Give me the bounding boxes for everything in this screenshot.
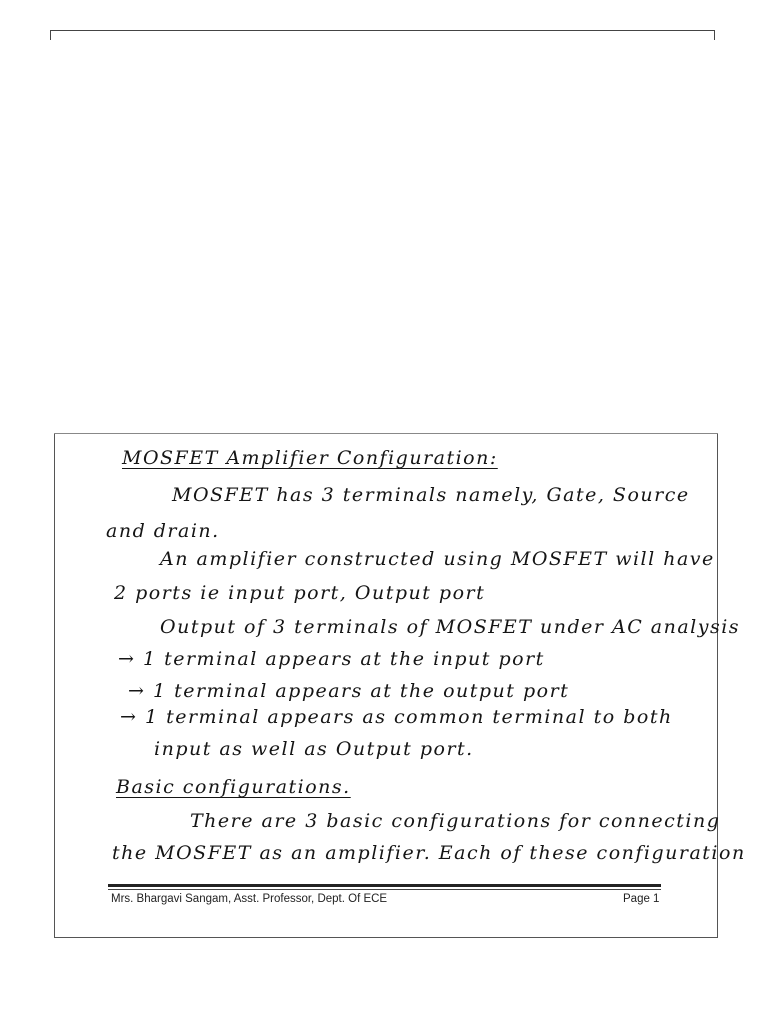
- notes-bullet: → 1 terminal appears as common terminal to both: [120, 706, 673, 728]
- notes-line: Output of 3 terminals of MOSFET under AC analysis: [160, 616, 741, 638]
- notes-line: 2 ports ie input port, Output port: [114, 582, 486, 604]
- notes-line: There are 3 basic configurations for connecting: [190, 810, 721, 832]
- top-border-right-tick: [714, 30, 715, 40]
- notes-heading: MOSFET Amplifier Configuration:: [122, 447, 498, 469]
- footer-page-number: Page 1: [623, 893, 660, 905]
- notes-bullet: → 1 terminal appears at the output port: [128, 680, 570, 702]
- notes-line: and drain.: [106, 520, 220, 542]
- footer-rule-thin: [108, 889, 661, 890]
- notes-line: input as well as Output port.: [154, 738, 474, 760]
- notes-line: the MOSFET as an amplifier. Each of these configuration: [112, 842, 746, 864]
- notes-bullet: → 1 terminal appears at the input port: [118, 648, 545, 670]
- notes-subheading: Basic configurations.: [116, 776, 351, 798]
- footer-rule-thick: [108, 884, 661, 887]
- notes-line: MOSFET has 3 terminals namely, Gate, Source: [172, 484, 690, 506]
- footer-author: Mrs. Bhargavi Sangam, Asst. Professor, Dept. Of ECE: [111, 893, 388, 905]
- top-border-line: [50, 30, 714, 31]
- top-border-left-tick: [50, 30, 51, 40]
- notes-line: An amplifier constructed using MOSFET will have: [160, 548, 715, 570]
